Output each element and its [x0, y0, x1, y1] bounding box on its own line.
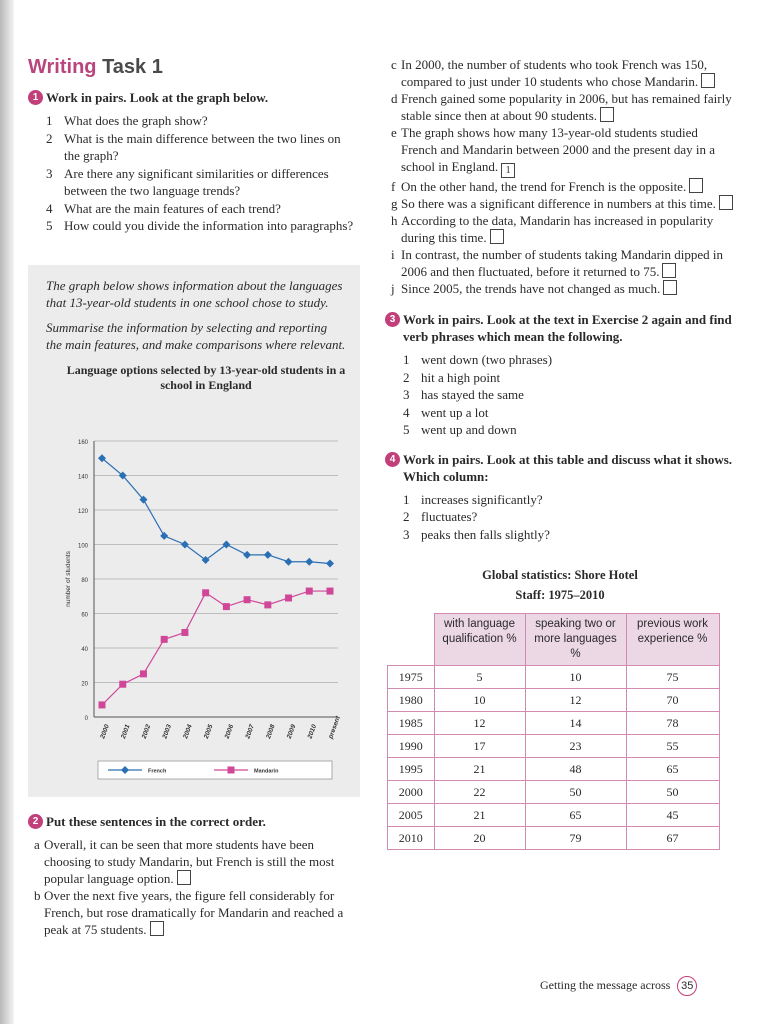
- table-cell: 50: [525, 781, 626, 804]
- sentence-item-f: [385, 178, 735, 195]
- prompt-paragraph-2: Summarise the information by selecting and reporting the main features, and make comparisons where relevant.: [46, 319, 346, 352]
- table-cell: 55: [626, 735, 719, 758]
- sentence-letter: b: [34, 887, 41, 903]
- table-cell: 48: [525, 758, 626, 781]
- item-number: 1: [403, 352, 410, 367]
- table-cell: 79: [525, 827, 626, 850]
- sentence-text: In contrast, the number of students taking Mandarin dipped in 2006 and then fluctuated, before it returned to 75.: [401, 247, 724, 279]
- table-cell: 65: [626, 758, 719, 781]
- title-writing: Writing: [28, 56, 97, 78]
- stats-subtitle: Staff: 1975–2010: [515, 588, 605, 602]
- question-number: 5: [46, 218, 53, 233]
- question-item: [46, 130, 358, 165]
- exercise-4-heading-text: Work in pairs. Look at this table and discuss what it shows. Which column:: [403, 451, 733, 484]
- question-item: [46, 112, 358, 130]
- sentence-text: Over the next five years, the figure fell considerably for French, but rose dramatically for Mandarin and reached a peak at 75 students.: [44, 887, 344, 937]
- column-header: previous work experience %: [626, 614, 719, 666]
- table-cell: 10: [434, 689, 525, 712]
- table-row: [388, 712, 720, 735]
- table-cell: 21: [434, 758, 525, 781]
- table-cell: 17: [434, 735, 525, 758]
- sentence-letter: j: [391, 281, 395, 296]
- sentence-text: The graph shows how many 13-year-old students studied French and Mandarin between 2000 and the present day in a school in England.: [401, 125, 716, 174]
- x-tick-label: 2000: [99, 723, 111, 740]
- page-footer: [540, 976, 697, 996]
- list-item: [403, 386, 735, 404]
- table-row: [388, 689, 720, 712]
- item-number: 3: [403, 526, 410, 542]
- data-point-french: [305, 557, 313, 565]
- x-tick-label: 2005: [202, 723, 215, 740]
- table-row: [388, 666, 720, 689]
- sentence-text: Overall, it can be seen that more students have been choosing to study Mandarin, but French is still the most popular language option.: [44, 836, 335, 886]
- data-point-mandarin: [285, 594, 292, 601]
- exercise-1-number: 1: [28, 90, 43, 105]
- x-tick-label: 2004: [182, 723, 194, 740]
- question-item: [46, 217, 358, 235]
- exercise-1-heading: [28, 89, 358, 106]
- left-column: [28, 56, 358, 938]
- exercise-2-heading: [28, 813, 358, 830]
- answer-box[interactable]: [490, 229, 504, 244]
- question-text: How could you divide the information into paragraphs?: [64, 218, 354, 233]
- table-cell: 21: [434, 804, 525, 827]
- sentence-item-e: [385, 124, 735, 178]
- sentence-letter: d: [391, 91, 398, 106]
- y-tick-label: 0: [84, 715, 88, 722]
- x-tick-label: 2006: [223, 723, 236, 740]
- data-point-mandarin: [327, 587, 334, 594]
- table-cell: 22: [434, 781, 525, 804]
- exercise-4-heading: [385, 451, 735, 485]
- table-cell: 50: [626, 781, 719, 804]
- stats-title: Global statistics: Shore Hotel: [482, 568, 638, 582]
- data-point-french: [326, 559, 334, 567]
- legend-label-mandarin: Mandarin: [254, 768, 279, 774]
- row-year-cell: 1995: [388, 758, 435, 781]
- answer-box[interactable]: [701, 73, 715, 88]
- list-item: [403, 351, 735, 369]
- exercise-3-number: 3: [385, 312, 400, 327]
- table-cell: 67: [626, 827, 719, 850]
- sentence-text: According to the data, Mandarin has increased in popularity during this time.: [401, 213, 714, 245]
- row-year-cell: 1985: [388, 712, 435, 735]
- page-title: [28, 56, 358, 79]
- list-item: [403, 508, 735, 526]
- list-item: [403, 526, 735, 544]
- answer-box[interactable]: [600, 107, 614, 122]
- y-tick-label: 40: [81, 646, 88, 653]
- exercise-3-items: [385, 351, 735, 439]
- data-point-mandarin: [119, 680, 126, 687]
- table-row: [388, 781, 720, 804]
- exercise-2-sentences-left: [28, 836, 358, 938]
- sentence-letter: f: [391, 179, 396, 194]
- y-axis-label: number of students: [65, 550, 72, 607]
- sentence-letter: i: [391, 247, 395, 262]
- y-tick-label: 20: [81, 681, 88, 687]
- stats-section: [385, 565, 735, 850]
- question-text: What are the main features of each trend?: [64, 200, 281, 216]
- y-tick-label: 140: [77, 474, 88, 480]
- table-cell: 45: [626, 804, 719, 827]
- data-point-mandarin: [181, 628, 188, 635]
- item-text: went up and down: [421, 422, 517, 437]
- table-cell: 23: [525, 735, 626, 758]
- sentence-text: So there was a significant difference in numbers at this time.: [401, 196, 716, 211]
- sentence-text: Since 2005, the trends have not changed as much.: [401, 281, 661, 296]
- table-cell: 75: [626, 666, 719, 689]
- row-year-cell: 2005: [388, 804, 435, 827]
- table-cell: 78: [626, 712, 719, 735]
- row-year-cell: 1990: [388, 735, 435, 758]
- exercise-3-heading-text: Work in pairs. Look at the text in Exercise 2 again and find verb phrases which mean the following.: [403, 312, 732, 344]
- legend-marker-mandarin: [228, 766, 235, 773]
- task-prompt-panel: [28, 265, 360, 797]
- exercise-2-sentences-right: [385, 56, 735, 297]
- title-task: Task 1: [102, 56, 163, 78]
- table-row: [388, 804, 720, 827]
- row-year-cell: 2010: [388, 827, 435, 850]
- line-chart: [58, 435, 348, 795]
- stats-table-body: [388, 666, 720, 850]
- table-cell: 12: [525, 689, 626, 712]
- list-item: [403, 491, 735, 509]
- y-tick-label: 80: [81, 577, 88, 584]
- item-number: 2: [403, 369, 410, 385]
- sentence-item-b: [28, 887, 358, 938]
- legend-label-french: French: [148, 768, 167, 774]
- row-year-cell: 1975: [388, 666, 435, 689]
- question-number: 3: [46, 165, 53, 181]
- sentence-text: French gained some popularity in 2006, but has remained fairly stable since then at about 90 students.: [401, 91, 732, 123]
- answer-box[interactable]: [663, 280, 677, 295]
- sentence-item-j: [385, 280, 735, 297]
- sentence-item-h: [385, 212, 735, 246]
- list-item: [403, 369, 735, 387]
- sentence-item-c: [385, 56, 735, 90]
- sentence-item-g: [385, 195, 735, 212]
- question-text: Are there any significant similarities or differences between the two language trends?: [64, 165, 329, 198]
- question-number: 1: [46, 113, 53, 128]
- question-item: [46, 200, 358, 218]
- answer-box[interactable]: [177, 870, 191, 885]
- list-item: [403, 421, 735, 439]
- sentence-text: On the other hand, the trend for French is the opposite.: [401, 179, 687, 194]
- table-cell: 65: [525, 804, 626, 827]
- data-point-mandarin: [306, 587, 313, 594]
- column-header: speaking two or more languages %: [525, 614, 626, 666]
- stats-table: [387, 613, 720, 850]
- table-row: [388, 735, 720, 758]
- answer-box-filled[interactable]: 1: [501, 163, 515, 178]
- table-cell: 10: [525, 666, 626, 689]
- x-tick-label: 2009: [285, 723, 298, 740]
- item-text: fluctuates?: [421, 509, 478, 524]
- item-number: 1: [403, 491, 410, 507]
- page-number: 35: [677, 976, 697, 996]
- answer-box[interactable]: [719, 195, 733, 210]
- y-tick-label: 60: [81, 612, 88, 618]
- sentence-letter: c: [391, 57, 397, 72]
- x-tick-label: 2010: [306, 723, 319, 740]
- sentence-item-a: [28, 836, 358, 887]
- item-text: hit a high point: [421, 369, 501, 385]
- row-year-cell: 1980: [388, 689, 435, 712]
- x-tick-label: present: [327, 714, 342, 740]
- data-point-mandarin: [99, 701, 106, 708]
- table-row: [388, 827, 720, 850]
- exercise-4-items: [385, 491, 735, 544]
- question-text: What is the main difference between the two lines on the graph?: [64, 130, 341, 163]
- question-number: 4: [46, 200, 53, 216]
- table-cell: 5: [434, 666, 525, 689]
- answer-box[interactable]: [662, 263, 676, 278]
- series-line-french: [102, 458, 330, 563]
- y-tick-label: 120: [77, 508, 88, 515]
- sentence-letter: a: [34, 836, 40, 852]
- exercise-2-number: 2: [28, 814, 43, 829]
- question-number: 2: [46, 130, 53, 146]
- y-tick-label: 160: [77, 439, 88, 446]
- x-tick-label: 2002: [140, 723, 153, 740]
- x-tick-label: 2003: [161, 723, 174, 740]
- row-year-cell: 2000: [388, 781, 435, 804]
- sentence-text: In 2000, the number of students who took French was 150, compared to just under 10 students who chose Mandarin.: [401, 57, 708, 89]
- column-header: with language qualification %: [434, 614, 525, 666]
- table-cell: 12: [434, 712, 525, 735]
- exercise-1-questions: [28, 112, 358, 235]
- exercise-1-heading-text: Work in pairs. Look at the graph below.: [46, 90, 269, 105]
- data-point-french: [160, 531, 168, 539]
- data-point-french: [285, 557, 293, 565]
- item-text: increases significantly?: [421, 491, 543, 507]
- item-number: 3: [403, 387, 410, 402]
- sentence-item-i: [385, 246, 735, 280]
- item-text: has stayed the same: [421, 387, 524, 402]
- y-tick-label: 100: [77, 543, 88, 549]
- data-point-french: [243, 550, 251, 558]
- item-text: went down (two phrases): [421, 352, 553, 367]
- x-tick-label: 2007: [244, 723, 256, 740]
- exercise-4-number: 4: [385, 452, 400, 467]
- table-cell: 20: [434, 827, 525, 850]
- item-text: went up a lot: [421, 404, 489, 420]
- question-item: [46, 165, 358, 200]
- page-binding-shadow: [0, 0, 14, 1024]
- exercise-2-heading-text: Put these sentences in the correct order.: [46, 813, 266, 829]
- item-number: 2: [403, 509, 410, 524]
- item-number: 5: [403, 422, 410, 437]
- data-point-mandarin: [244, 596, 251, 603]
- sentence-letter: e: [391, 125, 397, 140]
- sentence-letter: g: [391, 196, 398, 211]
- footer-text: Getting the message across: [540, 978, 671, 992]
- table-cell: 14: [525, 712, 626, 735]
- table-corner: [388, 614, 435, 666]
- sentence-letter: h: [391, 213, 398, 228]
- right-column: [385, 56, 735, 850]
- data-point-mandarin: [223, 603, 230, 610]
- data-point-french: [264, 550, 272, 558]
- data-point-mandarin: [264, 601, 271, 608]
- answer-box[interactable]: [689, 178, 703, 193]
- item-number: 4: [403, 404, 410, 420]
- table-cell: 70: [626, 689, 719, 712]
- exercise-3-heading: [385, 311, 735, 345]
- data-point-mandarin: [202, 589, 209, 596]
- data-point-mandarin: [140, 670, 147, 677]
- answer-box[interactable]: [150, 921, 164, 936]
- x-tick-label: 2001: [120, 723, 132, 740]
- chart-title: Language options selected by 13-year-old students in a school in England: [66, 362, 346, 392]
- sentence-item-d: [385, 90, 735, 124]
- item-text: peaks then falls slightly?: [421, 526, 550, 542]
- question-text: What does the graph show?: [64, 113, 208, 128]
- data-point-mandarin: [161, 635, 168, 642]
- list-item: [403, 404, 735, 422]
- x-tick-label: 2008: [265, 723, 277, 740]
- table-row: [388, 758, 720, 781]
- prompt-paragraph-1: The graph below shows information about the languages that 13-year-old students in one school chose to study.: [46, 277, 343, 310]
